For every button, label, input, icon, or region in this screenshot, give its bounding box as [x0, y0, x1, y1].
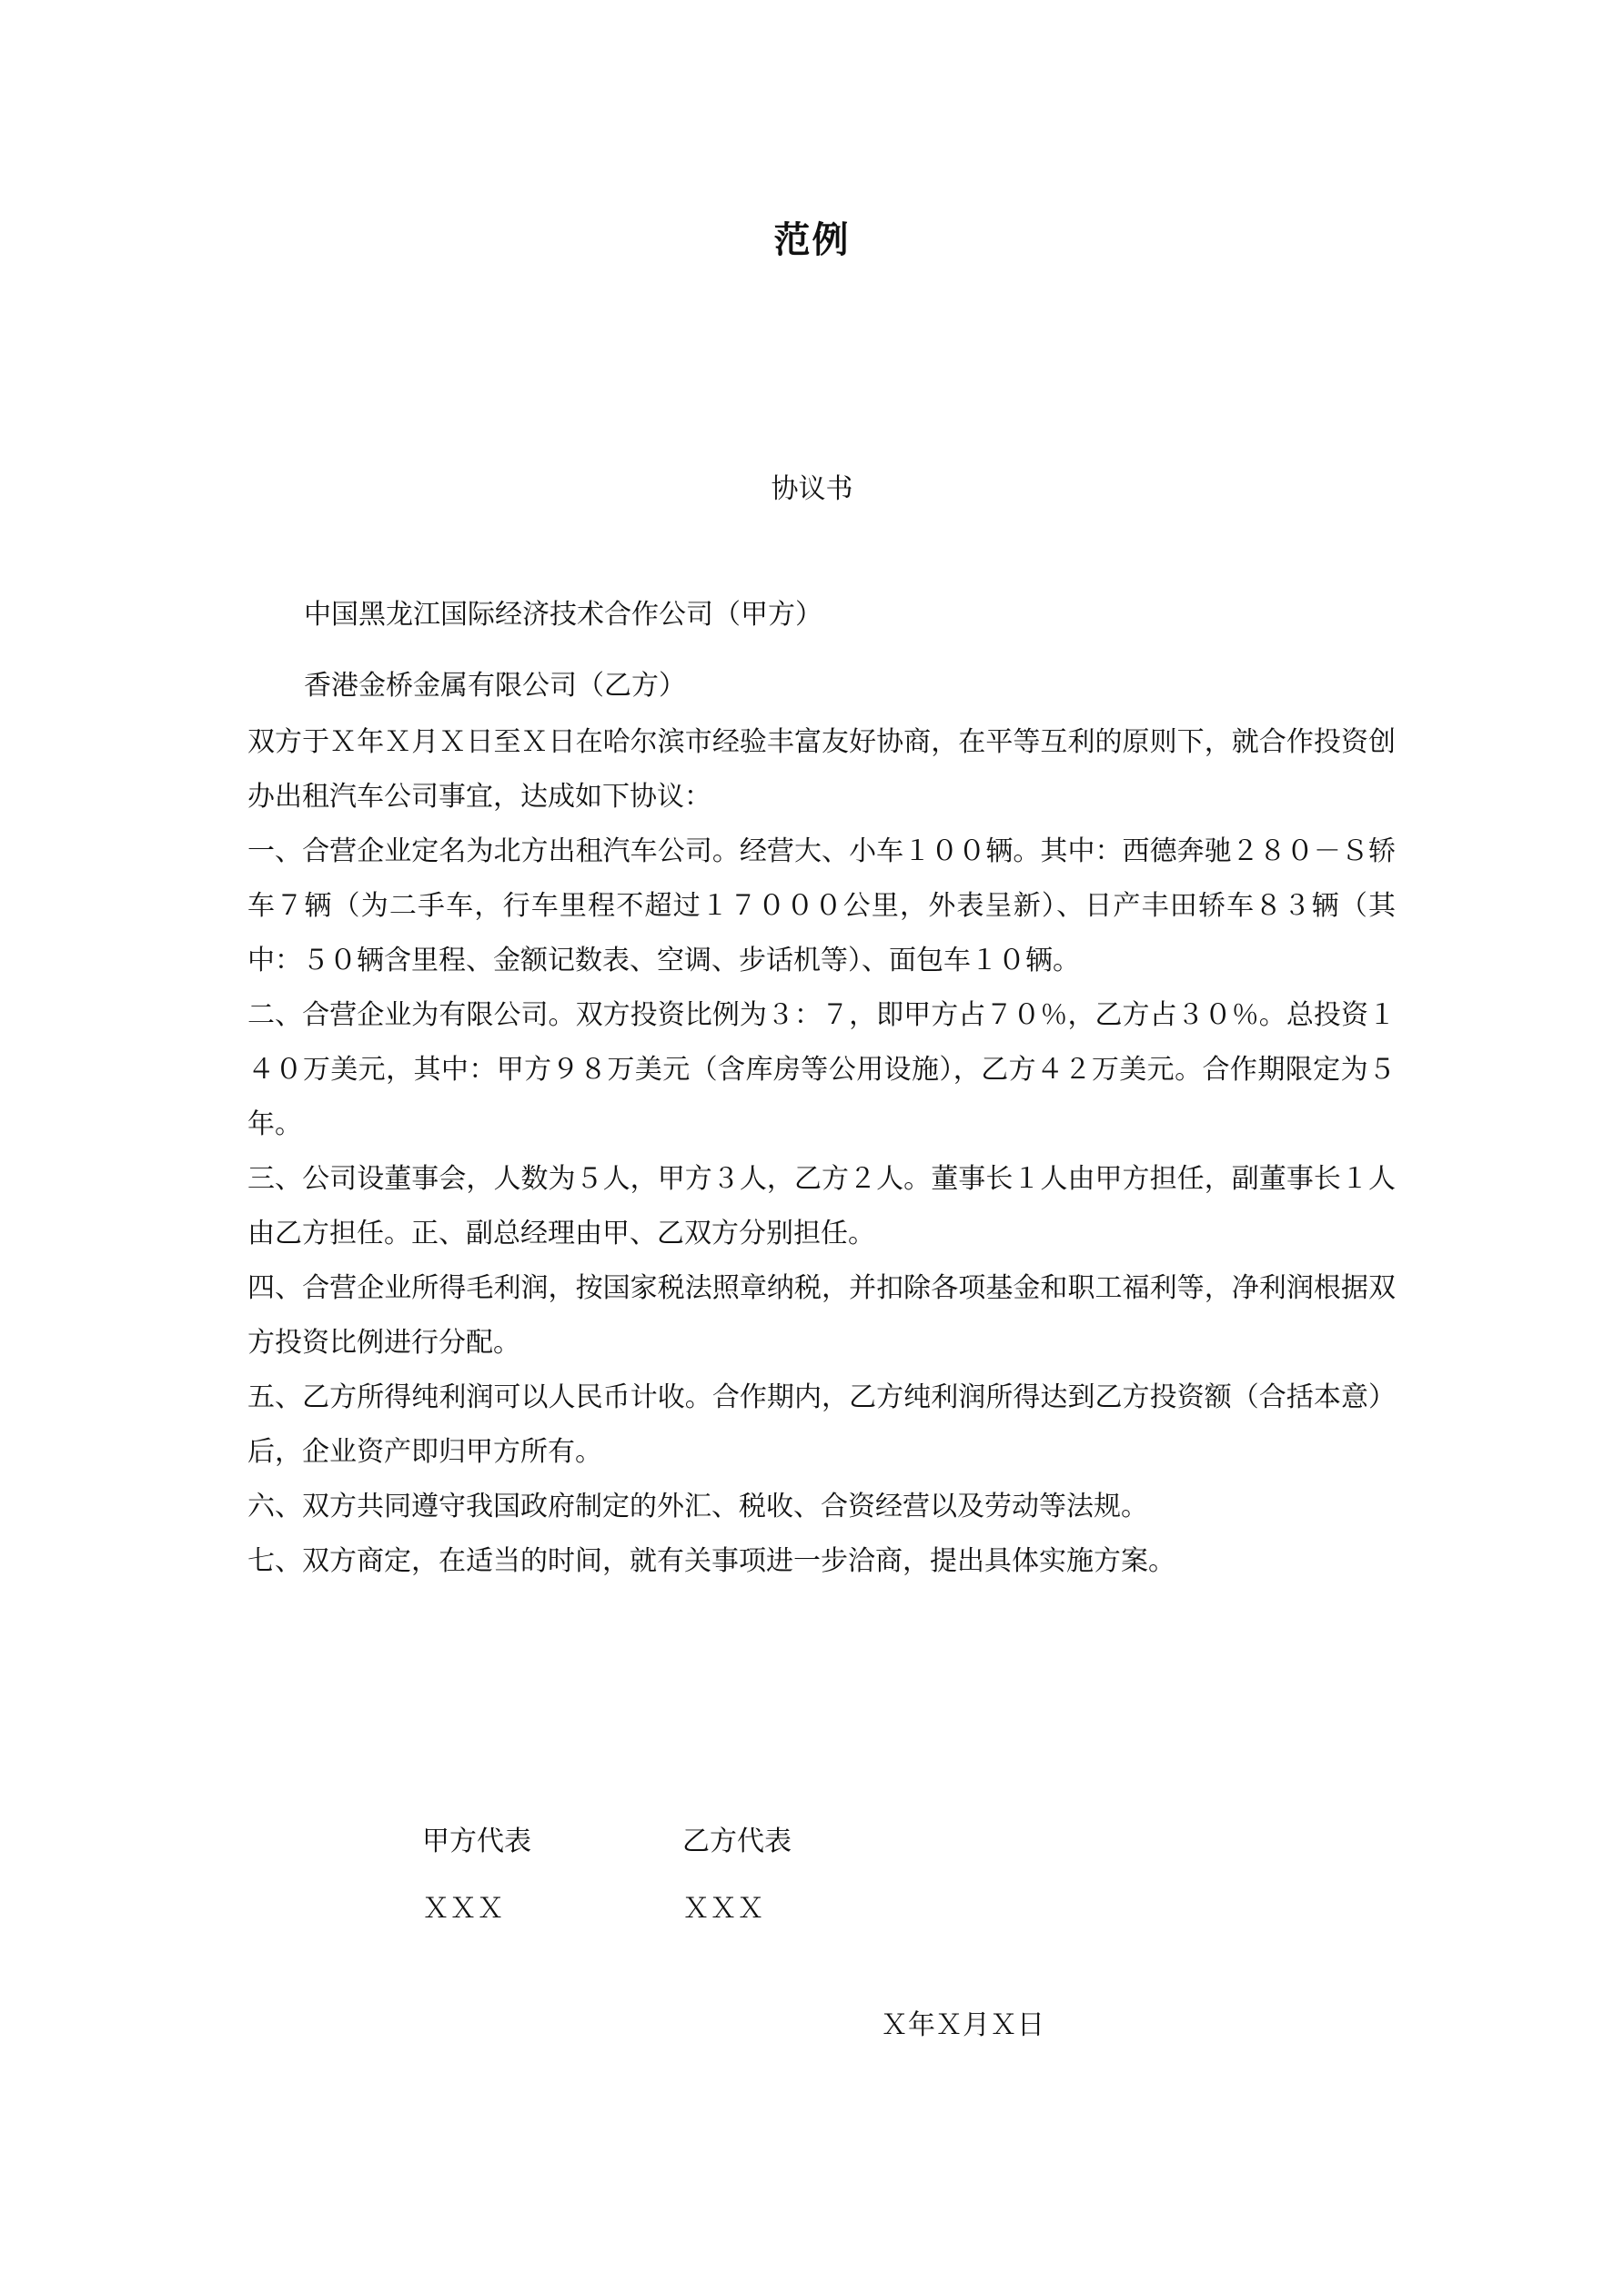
party-a-rep-name: ＸＸＸ [422, 1893, 504, 1925]
page-title: 范例 [773, 218, 851, 261]
party-b-line: 香港金桥金属有限公司（乙方） [304, 670, 686, 702]
clause-1: 一、合营企业定名为北方出租汽车公司。经营大、小车１００辆。其中：西德奔驰２８０－Ｓ轿车７辆（为二手车，行车里程不超过１７０００公里，外表呈新）、日产丰田轿车８３辆（其中：５０辆含里程、金额记数表、空调、步话机等）、面包车１０辆。 [247, 835, 1396, 976]
clause-6: 六、双方共同遵守我国政府制定的外汇、税收、合资经营以及劳动等法规。 [247, 1491, 1148, 1522]
agreement-heading: 协议书 [771, 473, 853, 505]
agreement-body [247, 715, 1396, 1589]
party-b-rep-name: ＸＸＸ [682, 1893, 764, 1925]
clause-7: 七、双方商定，在适当的时间，就有关事项进一步洽商，提出具体实施方案。 [247, 1545, 1175, 1577]
party-b-rep-label: 乙方代表 [682, 1826, 792, 1857]
intro-paragraph: 双方于Ｘ年Ｘ月Ｘ日至Ｘ日在哈尔滨市经验丰富友好协商，在平等互利的原则下，就合作投资创办出租汽车公司事宜，达成如下协议： [247, 726, 1396, 813]
clause-3: 三、公司设董事会，人数为５人，甲方３人，乙方２人。董事长１人由甲方担任，副董事长１人由乙方担任。正、副总经理由甲、乙双方分别担任。 [247, 1163, 1396, 1249]
party-a-line: 中国黑龙江国际经济技术合作公司（甲方） [304, 599, 822, 631]
signing-date: Ｘ年Ｘ月Ｘ日 [881, 2009, 1044, 2041]
party-a-rep-label: 甲方代表 [422, 1826, 531, 1857]
clause-5: 五、乙方所得纯利润可以人民币计收。合作期内，乙方纯利润所得达到乙方投资额（合括本意）后，企业资产即归甲方所有。 [247, 1381, 1396, 1468]
clause-2: 二、合营企业为有限公司。双方投资比例为３：７，即甲方占７０％，乙方占３０％。总投资１４０万美元，其中：甲方９８万美元（含库房等公用设施），乙方４２万美元。合作期限定为５年。 [247, 999, 1396, 1140]
clause-4: 四、合营企业所得毛利润，按国家税法照章纳税，并扣除各项基金和职工福利等，净利润根据双方投资比例进行分配。 [247, 1272, 1396, 1359]
